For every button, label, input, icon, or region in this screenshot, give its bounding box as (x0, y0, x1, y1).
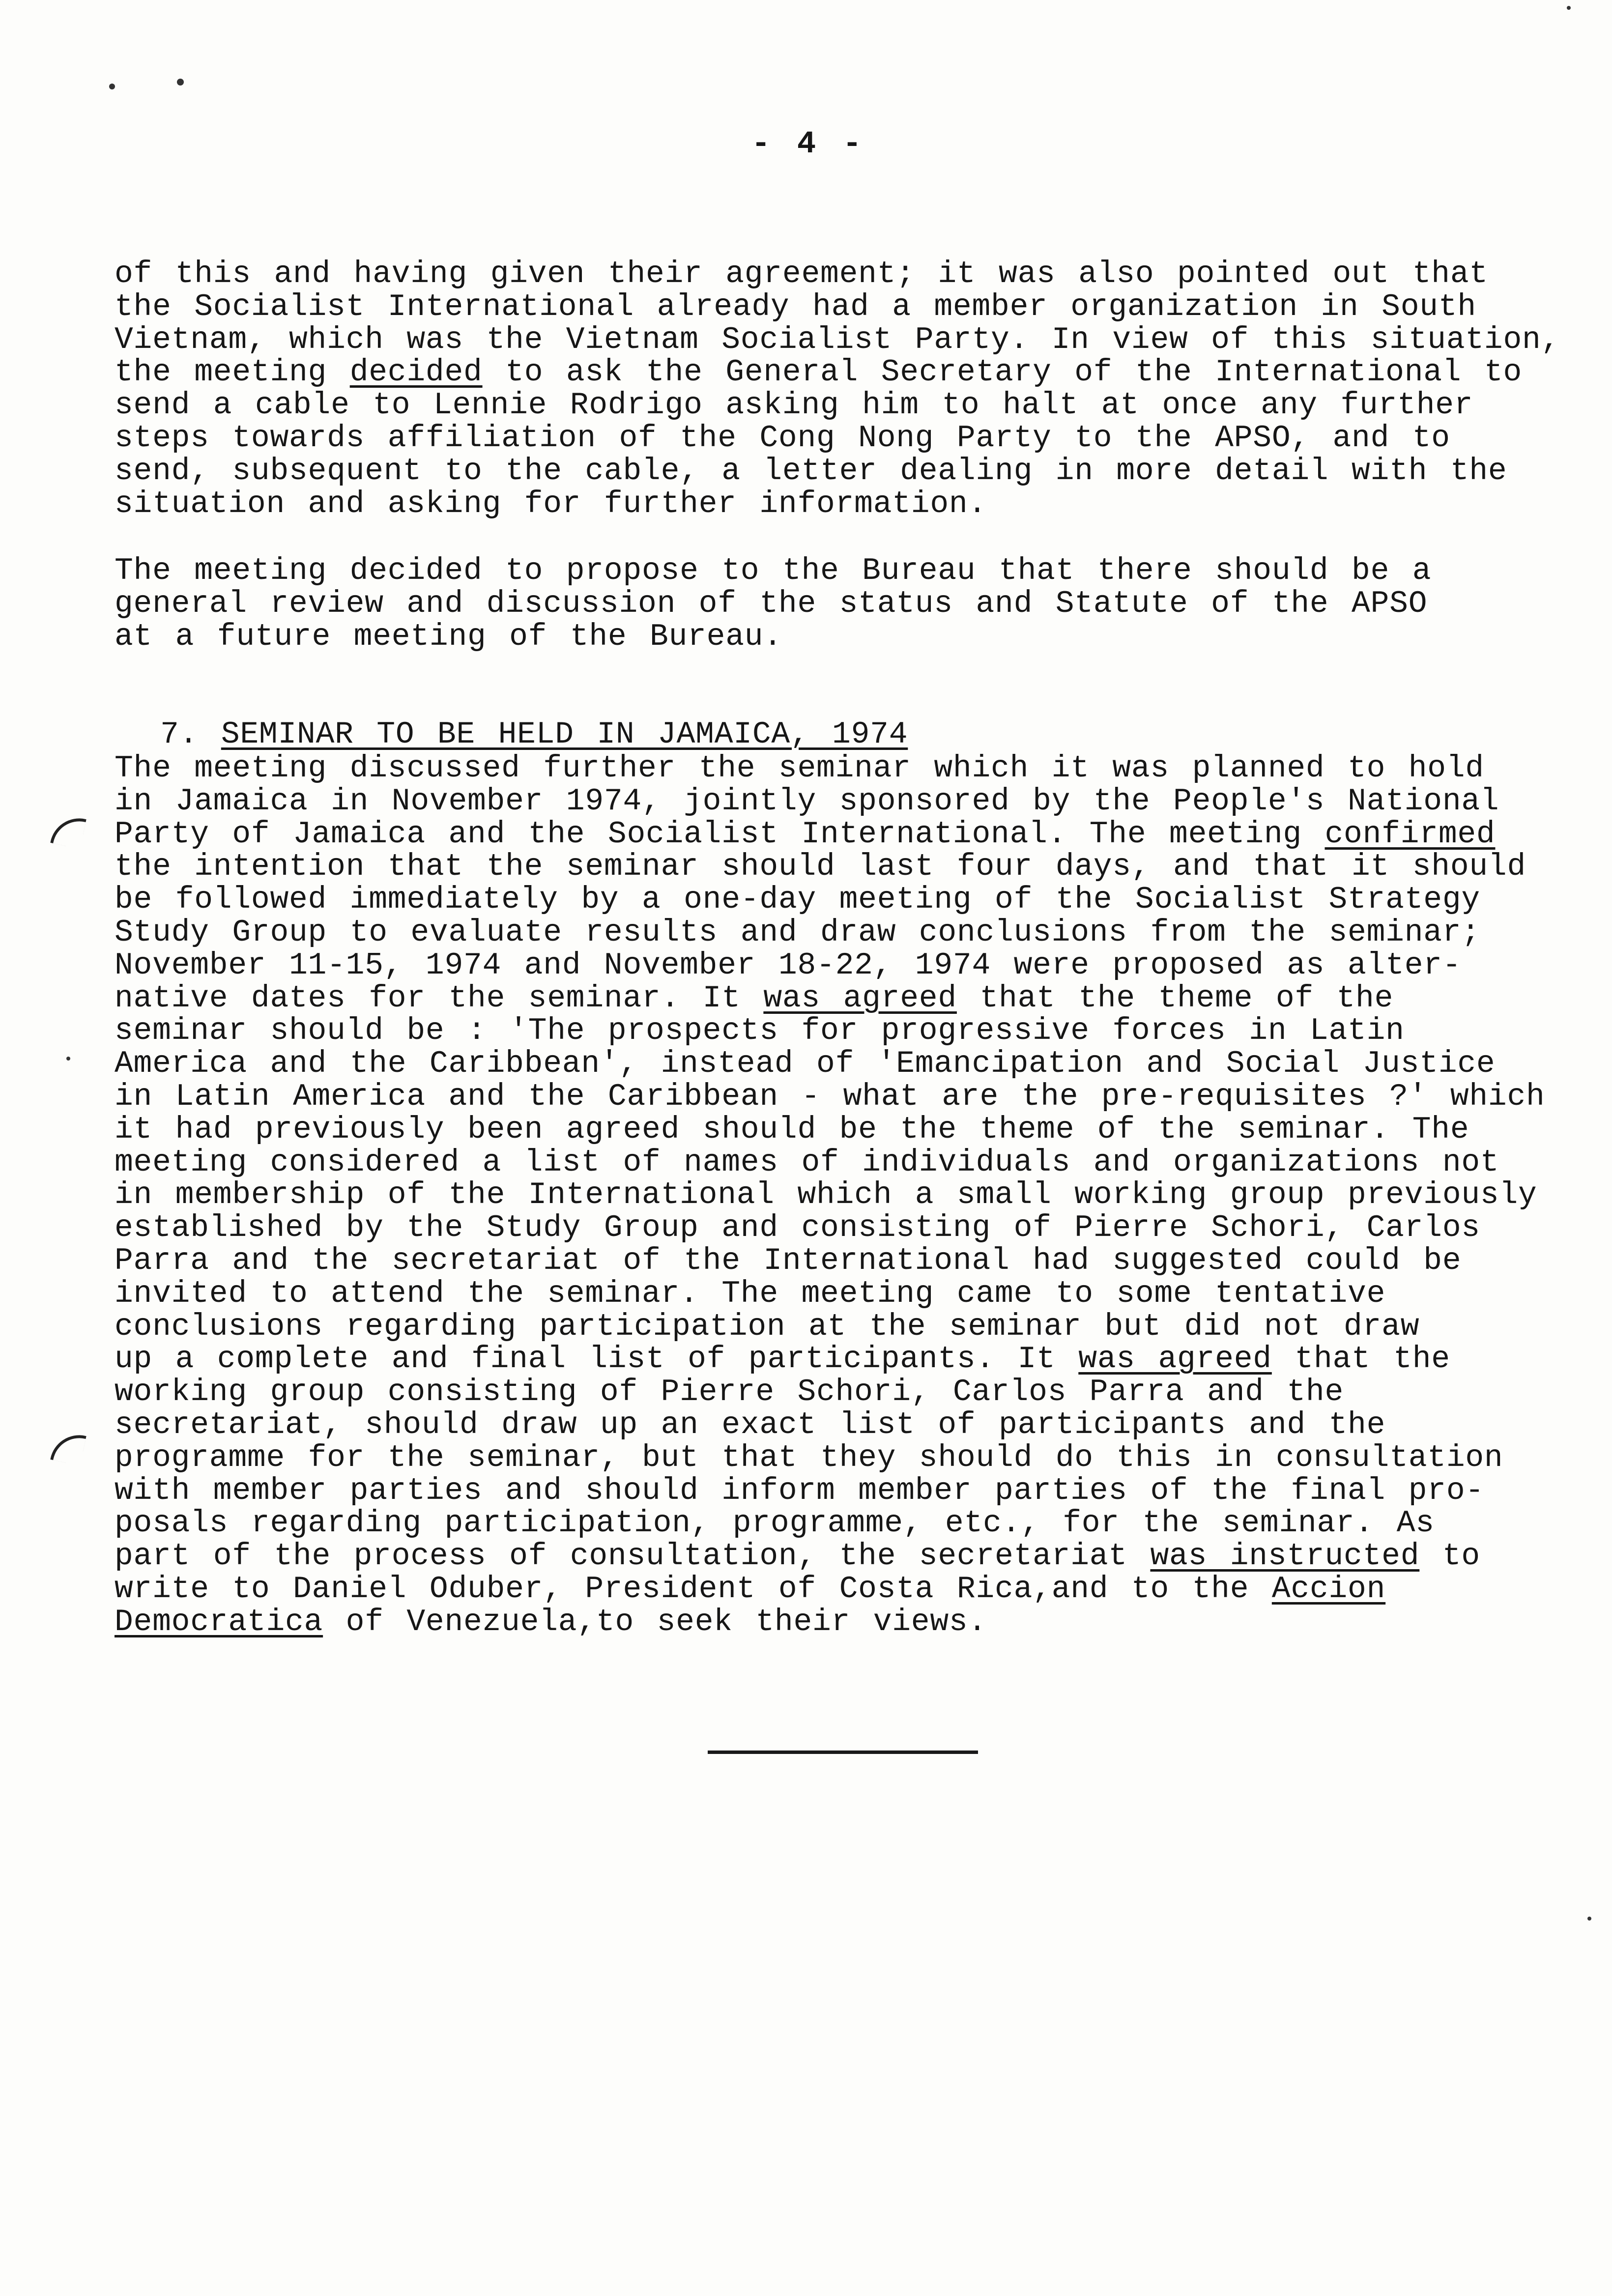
scan-speck (177, 79, 184, 86)
text-line (115, 949, 1545, 982)
text-line (115, 1442, 1545, 1475)
text-line (115, 752, 1545, 785)
text-run: secretariat, should draw up an exact list of participants and the (115, 1407, 1386, 1442)
text-line (115, 1311, 1545, 1344)
text-run: in Latin America and the Caribbean - what are the pre-requisites ?' which (115, 1079, 1545, 1114)
text-line (115, 917, 1545, 949)
underlined-phrase: was instructed (1150, 1539, 1420, 1574)
text-line (115, 1179, 1545, 1212)
text-run: invited to attend the seminar. The meeting came to some tentative (115, 1276, 1386, 1311)
closing-rule (708, 1751, 978, 1754)
text-line (115, 1015, 1545, 1048)
paragraph-apso-review (115, 555, 1431, 653)
text-line (115, 455, 1560, 488)
text-run: send a cable to Lennie Rodrigo asking him to halt at once any further (115, 388, 1473, 423)
text-line (115, 588, 1431, 621)
text-run: Parra and the secretariat of the International had suggested could be (115, 1243, 1462, 1278)
text-run: the Socialist International already had a member organization in South (115, 289, 1476, 324)
text-line (115, 389, 1560, 422)
paragraph-jamaica-seminar (115, 752, 1545, 1639)
text-line (115, 555, 1431, 588)
text-run: that the theme of the (956, 980, 1394, 1016)
text-run: conclusions regarding participation at the seminar but did not draw (115, 1309, 1420, 1344)
text-run: be followed immediately by a one-day meeting of the Socialist Strategy (115, 882, 1480, 918)
underlined-phrase: Democratica (115, 1604, 323, 1639)
text-line (115, 422, 1560, 455)
text-line (115, 324, 1560, 357)
text-run: in membership of the International which a small working group previously (115, 1177, 1537, 1213)
text-run: in Jamaica in November 1974, jointly sponsored by the People's National (115, 783, 1499, 819)
page-number: - 4 - (751, 127, 866, 162)
text-line (115, 982, 1545, 1015)
text-line (115, 1212, 1545, 1245)
text-run: steps towards affiliation of the Cong Nong Party to the APSO, and to (115, 420, 1450, 456)
section-heading-7 (115, 686, 908, 751)
text-run: meeting considered a list of names of individuals and organizations not (115, 1145, 1499, 1180)
text-run: it had previously been agreed should be the theme of the seminar. The (115, 1112, 1469, 1147)
text-run: November 11-15, 1974 and November 18-22, 1974 were proposed as alter- (115, 947, 1462, 983)
text-run: Study Group to evaluate results and draw conclusions from the seminar; (115, 915, 1480, 950)
text-line (115, 1114, 1545, 1147)
text-run: to ask the General Secretary of the International to (482, 355, 1523, 390)
text-run: that the (1271, 1342, 1450, 1377)
underlined-phrase: was agreed (1078, 1342, 1272, 1377)
text-run: programme for the seminar, but that they should do this in consultation (115, 1440, 1503, 1475)
margin-mark (50, 1430, 86, 1466)
text-run: Party of Jamaica and the Socialist International. The meeting (115, 816, 1325, 852)
text-line (115, 1147, 1545, 1179)
text-run: write to Daniel Oduber, President of Costa Rica,and to the (115, 1571, 1272, 1607)
text-line (115, 1507, 1545, 1540)
text-run: native dates for the seminar. It (115, 980, 764, 1016)
section-number: 7. (160, 717, 199, 752)
margin-mark (50, 813, 86, 849)
text-line (115, 785, 1545, 818)
text-run: posals regarding participation, programme, etc., for the seminar. As (115, 1506, 1435, 1541)
paragraph-affiliation (115, 258, 1560, 520)
underlined-phrase: confirmed (1324, 816, 1496, 852)
text-line (115, 356, 1560, 389)
text-line (115, 1278, 1545, 1311)
text-run: of this and having given their agreement; it was also pointed out that (115, 257, 1488, 291)
text-line (115, 621, 1431, 654)
text-run: the meeting (115, 355, 350, 390)
text-run: send, subsequent to the cable, a letter dealing in more detail with the (115, 453, 1507, 488)
text-line (115, 1475, 1545, 1508)
scan-speck (1567, 6, 1571, 10)
text-run: Vietnam, which was the Vietnam Socialist Party. In view of this situation, (115, 322, 1560, 357)
underlined-phrase: was agreed (763, 980, 957, 1016)
text-line (115, 1573, 1545, 1606)
text-run: The meeting discussed further the seminar which it was planned to hold (115, 751, 1484, 786)
text-line (115, 1409, 1545, 1442)
text-run: of Venezuela,to seek their views. (323, 1604, 987, 1639)
text-line (115, 818, 1545, 851)
text-run: part of the process of consultation, the secretariat (115, 1539, 1151, 1574)
text-line (115, 1048, 1545, 1081)
text-line (115, 1376, 1545, 1409)
text-run: up a complete and final list of participants. It (115, 1342, 1079, 1377)
scan-speck (66, 1057, 70, 1061)
text-line (115, 851, 1545, 884)
underlined-phrase: decided (349, 355, 483, 390)
text-run: The meeting decided to propose to the Bureau that there should be a (115, 553, 1432, 588)
underlined-phrase: Accion (1271, 1571, 1386, 1607)
text-line (115, 1343, 1545, 1376)
text-run: to (1419, 1539, 1480, 1574)
scan-speck (109, 84, 115, 89)
text-line (115, 884, 1545, 917)
text-line (115, 1606, 1545, 1639)
text-line (115, 291, 1560, 324)
text-run: at a future meeting of the Bureau. (115, 619, 782, 654)
text-line (115, 258, 1560, 291)
text-line (115, 1081, 1545, 1114)
text-run: working group consisting of Pierre Schori, Carlos Parra and the (115, 1375, 1344, 1410)
text-run: America and the Caribbean', instead of 'Emancipation and Social Justice (115, 1046, 1496, 1082)
text-run: established by the Study Group and consisting of Pierre Schori, Carlos (115, 1210, 1480, 1246)
scan-speck (1587, 1917, 1591, 1921)
section-title: SEMINAR TO BE HELD IN JAMAICA, 1974 (221, 717, 908, 752)
text-run: situation and asking for further information. (115, 486, 987, 521)
text-run: with member parties and should inform member parties of the final pro- (115, 1473, 1484, 1508)
text-line (115, 488, 1560, 521)
text-line (115, 1540, 1545, 1573)
text-run: general review and discussion of the status and Statute of the APSO (115, 586, 1428, 621)
text-line (115, 1245, 1545, 1278)
text-run: seminar should be : 'The prospects for progressive forces in Latin (115, 1013, 1405, 1049)
text-run: the intention that the seminar should last four days, and that it should (115, 849, 1526, 885)
